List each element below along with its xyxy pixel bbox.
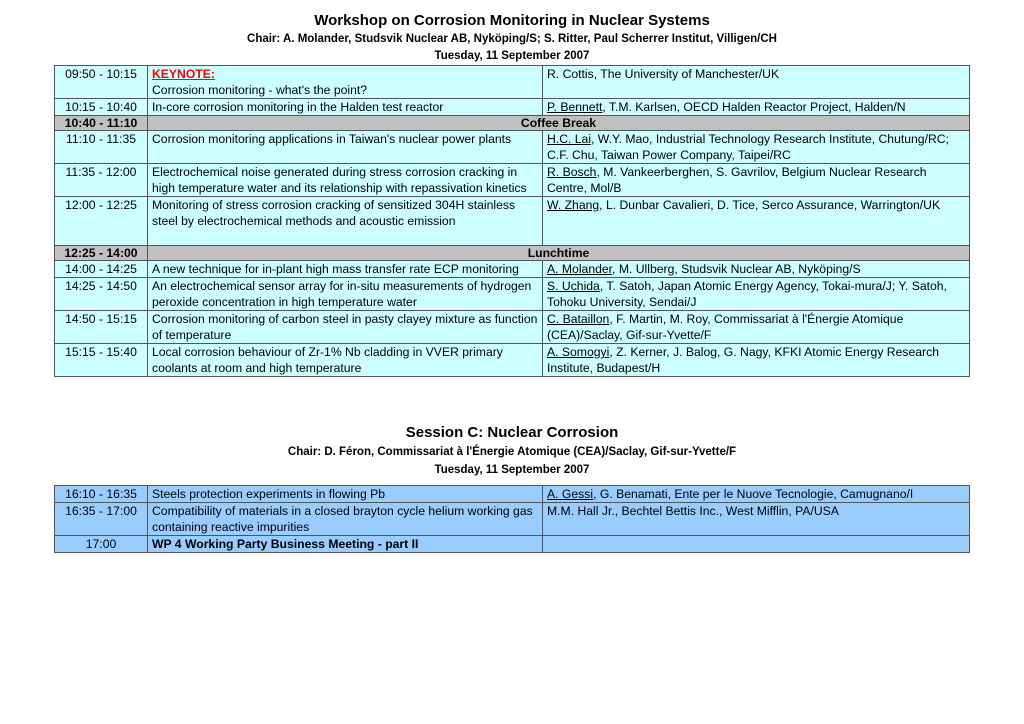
authors-cell: [543, 278, 970, 311]
presenter-name: A. Somogyi: [547, 345, 610, 359]
presenter-name: H.C. Lai: [547, 132, 592, 146]
authors-cell: [543, 536, 970, 553]
workshop-title: Workshop on Corrosion Monitoring in Nuclear Systems: [314, 12, 710, 29]
table-row: [55, 536, 970, 553]
time-cell: 11:10 - 11:35: [55, 131, 148, 164]
talk-cell: [148, 197, 543, 246]
presenter-name: A. Gessi: [547, 487, 594, 501]
authors-text: , W.Y. Mao, Industrial Technology Research Institute, Chutung/RC; C.F. Chu, Taiwan Power Company, Taipei/RC: [547, 132, 949, 162]
talk-cell: An electrochemical sensor array for in-situ measurements of hydrogen peroxide concentration in high temperature water: [148, 278, 543, 311]
session-date: Tuesday, 11 September 2007: [434, 464, 590, 476]
talk-title: Monitoring of stress corrosion cracking of sensitized 304H stainless steel by electrochemical methods and acoustic emission: [152, 198, 516, 228]
table-row: [55, 164, 970, 197]
authors-text: , F. Martin, M. Roy, Commissariat à l'Énergie Atomique (CEA)/Saclay, Gif-sur-Yvette/F: [547, 312, 904, 342]
talk-cell: Local corrosion behaviour of Zr-1% Nb cladding in VVER primary coolants at room and high temperature: [148, 344, 543, 377]
talk-cell: A new technique for in-plant high mass transfer rate ECP monitoring: [148, 261, 543, 278]
authors-text: , M. Vankeerberghen, S. Gavrilov, Belgium Nuclear Research Centre, Mol/B: [547, 165, 927, 195]
workshop-chair: Chair: A. Molander, Studsvik Nuclear AB, Nyköping/S; S. Ritter, Paul Scherrer Institut, Villigen/CH: [247, 33, 777, 45]
presenter-name: C. Bataillon: [547, 312, 610, 326]
talk-cell: Corrosion monitoring applications in Taiwan's nuclear power plants: [148, 131, 543, 164]
presenter-name: R. Bosch: [547, 165, 597, 179]
table-row: [55, 311, 970, 344]
table-row: [55, 261, 970, 278]
table-row: [55, 344, 970, 377]
talk-cell: Corrosion monitoring of carbon steel in pasty clayey mixture as function of temperature: [148, 311, 543, 344]
presenter-name: P. Bennett: [547, 100, 603, 114]
table-row: [55, 278, 970, 311]
time-cell: 12:25 - 14:00: [55, 246, 148, 261]
session2-schedule-table: [54, 485, 970, 553]
time-cell: 11:35 - 12:00: [55, 164, 148, 197]
table-row: [55, 503, 970, 536]
talk-cell: Electrochemical noise generated during stress corrosion cracking in high temperature water and its relationship with repassivation kinetics: [148, 164, 543, 197]
time-cell: 10:40 - 11:10: [55, 116, 148, 131]
authors-cell: [543, 311, 970, 344]
table-row: [55, 66, 970, 99]
authors-text: , L. Dunbar Cavalieri, D. Tice, Serco Assurance, Warrington/UK: [599, 198, 941, 212]
talk-cell: Compatibility of materials in a closed brayton cycle helium working gas containing reactive impurities: [148, 503, 543, 536]
time-cell: 14:00 - 14:25: [55, 261, 148, 278]
session-title: Session C: Nuclear Corrosion: [405, 424, 619, 441]
break-label: Lunchtime: [148, 246, 970, 261]
authors-text: , T. Satoh, Japan Atomic Energy Agency, Tokai-mura/J; Y. Satoh, Tohoku University, Sendai/J: [547, 279, 947, 309]
break-label: Coffee Break: [148, 116, 970, 131]
time-cell: 16:10 - 16:35: [55, 486, 148, 503]
break-row: [55, 246, 970, 261]
authors-text: , Z. Kerner, J. Balog, G. Nagy, KFKI Atomic Energy Research Institute, Budapest/H: [547, 345, 939, 375]
time-cell: 12:00 - 12:25: [55, 197, 148, 246]
presenter-name: W. Zhang: [547, 198, 600, 212]
workshop-date: Tuesday, 11 September 2007: [434, 50, 590, 62]
session1-schedule-table: [54, 65, 970, 377]
time-cell: 14:25 - 14:50: [55, 278, 148, 311]
session-chair: Chair: D. Féron, Commissariat à l'Énergie Atomique (CEA)/Saclay, Gif-sur-Yvette/F: [287, 446, 737, 458]
authors-cell: [543, 344, 970, 377]
authors-cell: [543, 131, 970, 164]
presenter-name: S. Uchida: [547, 279, 600, 293]
authors-text: , G. Benamati, Ente per le Nuove Tecnologie, Camugnano/I: [593, 487, 914, 501]
authors-text: , T.M. Karlsen, OECD Halden Reactor Project, Halden/N: [602, 100, 906, 114]
authors-cell: [543, 261, 970, 278]
authors-text: M.M. Hall Jr., Bechtel Bettis Inc., West Mifflin, PA/USA: [547, 504, 839, 518]
break-row: [55, 116, 970, 131]
time-cell: 15:15 - 15:40: [55, 344, 148, 377]
talk-cell: In-core corrosion monitoring in the Halden test reactor: [148, 99, 543, 116]
table-row: [55, 99, 970, 116]
table-row: [55, 197, 970, 246]
authors-cell: [543, 503, 970, 536]
presenter-name: A. Molander: [547, 262, 613, 276]
authors-cell: [543, 99, 970, 116]
authors-cell: [543, 486, 970, 503]
table-row: [55, 486, 970, 503]
authors-cell: [543, 164, 970, 197]
talk-cell: [148, 66, 543, 99]
authors-cell: [543, 66, 970, 99]
talk-cell: WP 4 Working Party Business Meeting - part II: [148, 536, 543, 553]
talk-cell: Steels protection experiments in flowing Pb: [148, 486, 543, 503]
time-cell: 10:15 - 10:40: [55, 99, 148, 116]
time-cell: 14:50 - 15:15: [55, 311, 148, 344]
time-cell: 16:35 - 17:00: [55, 503, 148, 536]
table-row: [55, 131, 970, 164]
authors-text: R. Cottis, The University of Manchester/UK: [547, 67, 780, 81]
talk-title: Corrosion monitoring - what's the point?: [152, 83, 368, 97]
keynote-label: KEYNOTE:: [152, 67, 215, 81]
authors-text: , M. Ullberg, Studsvik Nuclear AB, Nyköping/S: [612, 262, 861, 276]
authors-cell: [543, 197, 970, 246]
time-cell: 09:50 - 10:15: [55, 66, 148, 99]
time-cell: 17:00: [55, 536, 148, 553]
